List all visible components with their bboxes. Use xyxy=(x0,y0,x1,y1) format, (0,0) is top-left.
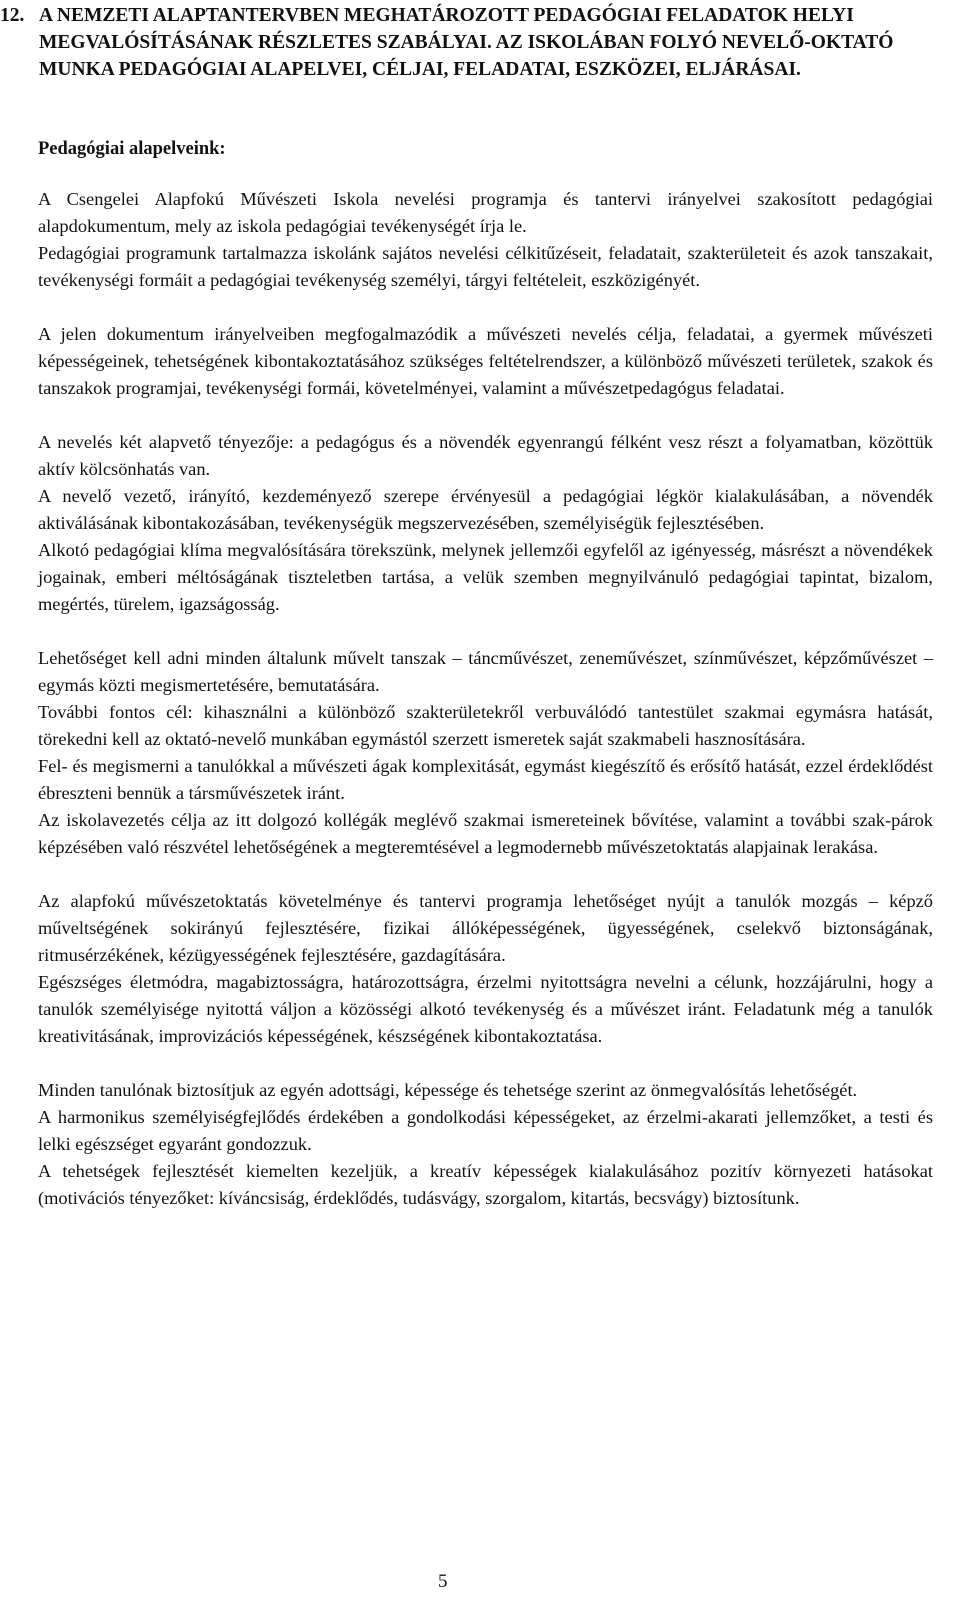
paragraph: A jelen dokumentum irányelveiben megfogalmazódik a művészeti nevelés célja, feladatai, a gyermek művészeti képességeinek, tehetségének kibontakoztatásához szükséges feltételrendszer, a különböző művészeti területek, szakok és tanszakok programjai, tevékenységi formái, követelményei, valamint a művészetpedagógus feladatai. xyxy=(38,324,933,398)
paragraph: A Csengelei Alapfokú Művészeti Iskola nevelési programja és tantervi irányelvei szakosított pedagógiai alapdokumentum, mely az iskola pedagógiai tevékenységét írja le. xyxy=(38,189,933,236)
paragraph: A nevelés két alapvető tényezője: a pedagógus és a növendék egyenrangú félként vesz részt a folyamatban, közöttük aktív kölcsönhatás van. xyxy=(38,432,933,479)
subheading: Pedagógiai alapelveink: xyxy=(38,139,226,159)
section-title: A NEMZETI ALAPTANTERVBEN MEGHATÁROZOTT PEDAGÓGIAI FELADATOK HELYI MEGVALÓSÍTÁSÁNAK RÉSZLETES SZABÁLYAI. AZ ISKOLÁBAN FOLYÓ NEVELŐ-OKTATÓ MUNKA PEDAGÓGIAI ALAPELVEI, CÉLJAI, FELADATAI, ESZKÖZEI, ELJÁRÁSAI. xyxy=(39,5,894,80)
paragraph: Minden tanulónak biztosítjuk az egyén adottsági, képessége és tehetsége szerint az önmegvalósítás lehetőségét. xyxy=(38,1080,858,1100)
paragraph: A harmonikus személyiségfejlődés érdekében a gondolkodási képességeket, az érzelmi-akarati jellemzőket, a testi és lelki egészséget egyaránt gondozzuk. xyxy=(38,1107,933,1154)
section-number: 12. xyxy=(0,5,25,26)
paragraph: A tehetségek fejlesztését kiemelten kezeljük, a kreatív képességek kialakulásához pozitív környezeti hatásokat (motivációs tényezőket: kíváncsiság, érdeklődés, tudásvágy, szorgalom, kitartás, becsvágy) biztosítunk. xyxy=(38,1161,933,1208)
paragraph: További fontos cél: kihasználni a különböző szakterületekről verbuválódó tantestület szakmai egymásra hatását, törekedni kell az oktató-nevelő munkában egymástól szerzett ismeretek saját szakmabeli hasznosítására. xyxy=(38,702,933,749)
paragraph: Az iskolavezetés célja az itt dolgozó kollégák meglévő szakmai ismereteinek bővítése, valamint a további szak-párok képzésében való részvétel lehetőségének a megteremtésével a legmodernebb művészetoktatás alapjainak lerakása. xyxy=(38,810,933,857)
section-heading xyxy=(0,2,930,83)
paragraph: A nevelő vezető, irányító, kezdeményező szerepe érvényesül a pedagógiai légkör kialakulásában, a növendék aktiválásának kibontakozásában, tevékenységük megszervezésében, személyiségük fejlesztésében. xyxy=(38,486,933,533)
page-number: 5 xyxy=(438,1571,448,1592)
paragraph: Alkotó pedagógiai klíma megvalósítására törekszünk, melynek jellemzői egyfelől az igényesség, másrészt a növendékek jogainak, emberi méltóságának tiszteletben tartása, a velük szemben megnyilvánuló pedagógiai tapintat, bizalom, megértés, türelem, igazságosság. xyxy=(38,540,933,614)
paragraph: Fel- és megismerni a tanulókkal a művészeti ágak komplexitását, egymást kiegészítő és erősítő hatását, ezzel érdeklődést ébreszteni bennük a társművészetek iránt. xyxy=(38,756,933,803)
body-text xyxy=(38,186,933,1212)
paragraph: Egészséges életmódra, magabiztosságra, határozottságra, érzelmi nyitottságra nevelni a célunk, hozzájárulni, hogy a tanulók személyisége nyitottá váljon a közösségi alkotó tevékenység és a művészet iránt. Feladatunk még a tanulók kreativitásának, improvizációs képességének, készségének kibontakoztatása. xyxy=(38,972,933,1046)
paragraph: Lehetőséget kell adni minden általunk művelt tanszak – táncművészet, zeneművészet, színművészet, képzőművészet – egymás közti megismertetésére, bemutatására. xyxy=(38,648,933,695)
paragraph: Az alapfokú művészetoktatás követelménye és tantervi programja lehetőséget nyújt a tanulók mozgás – képző műveltségének sokirányú fejlesztésére, fizikai állóképességének, ügyességének, cselekvő biztonságának, ritmusérzékének, kézügyességének fejlesztésére, gazdagítására. xyxy=(38,891,933,965)
paragraph: Pedagógiai programunk tartalmazza iskolánk sajátos nevelési célkitűzéseit, feladatait, szakterületeit és azok tanszakait, tevékenységi formáit a pedagógiai tevékenység személyi, tárgyi feltételeit, eszközigényét. xyxy=(38,243,933,290)
